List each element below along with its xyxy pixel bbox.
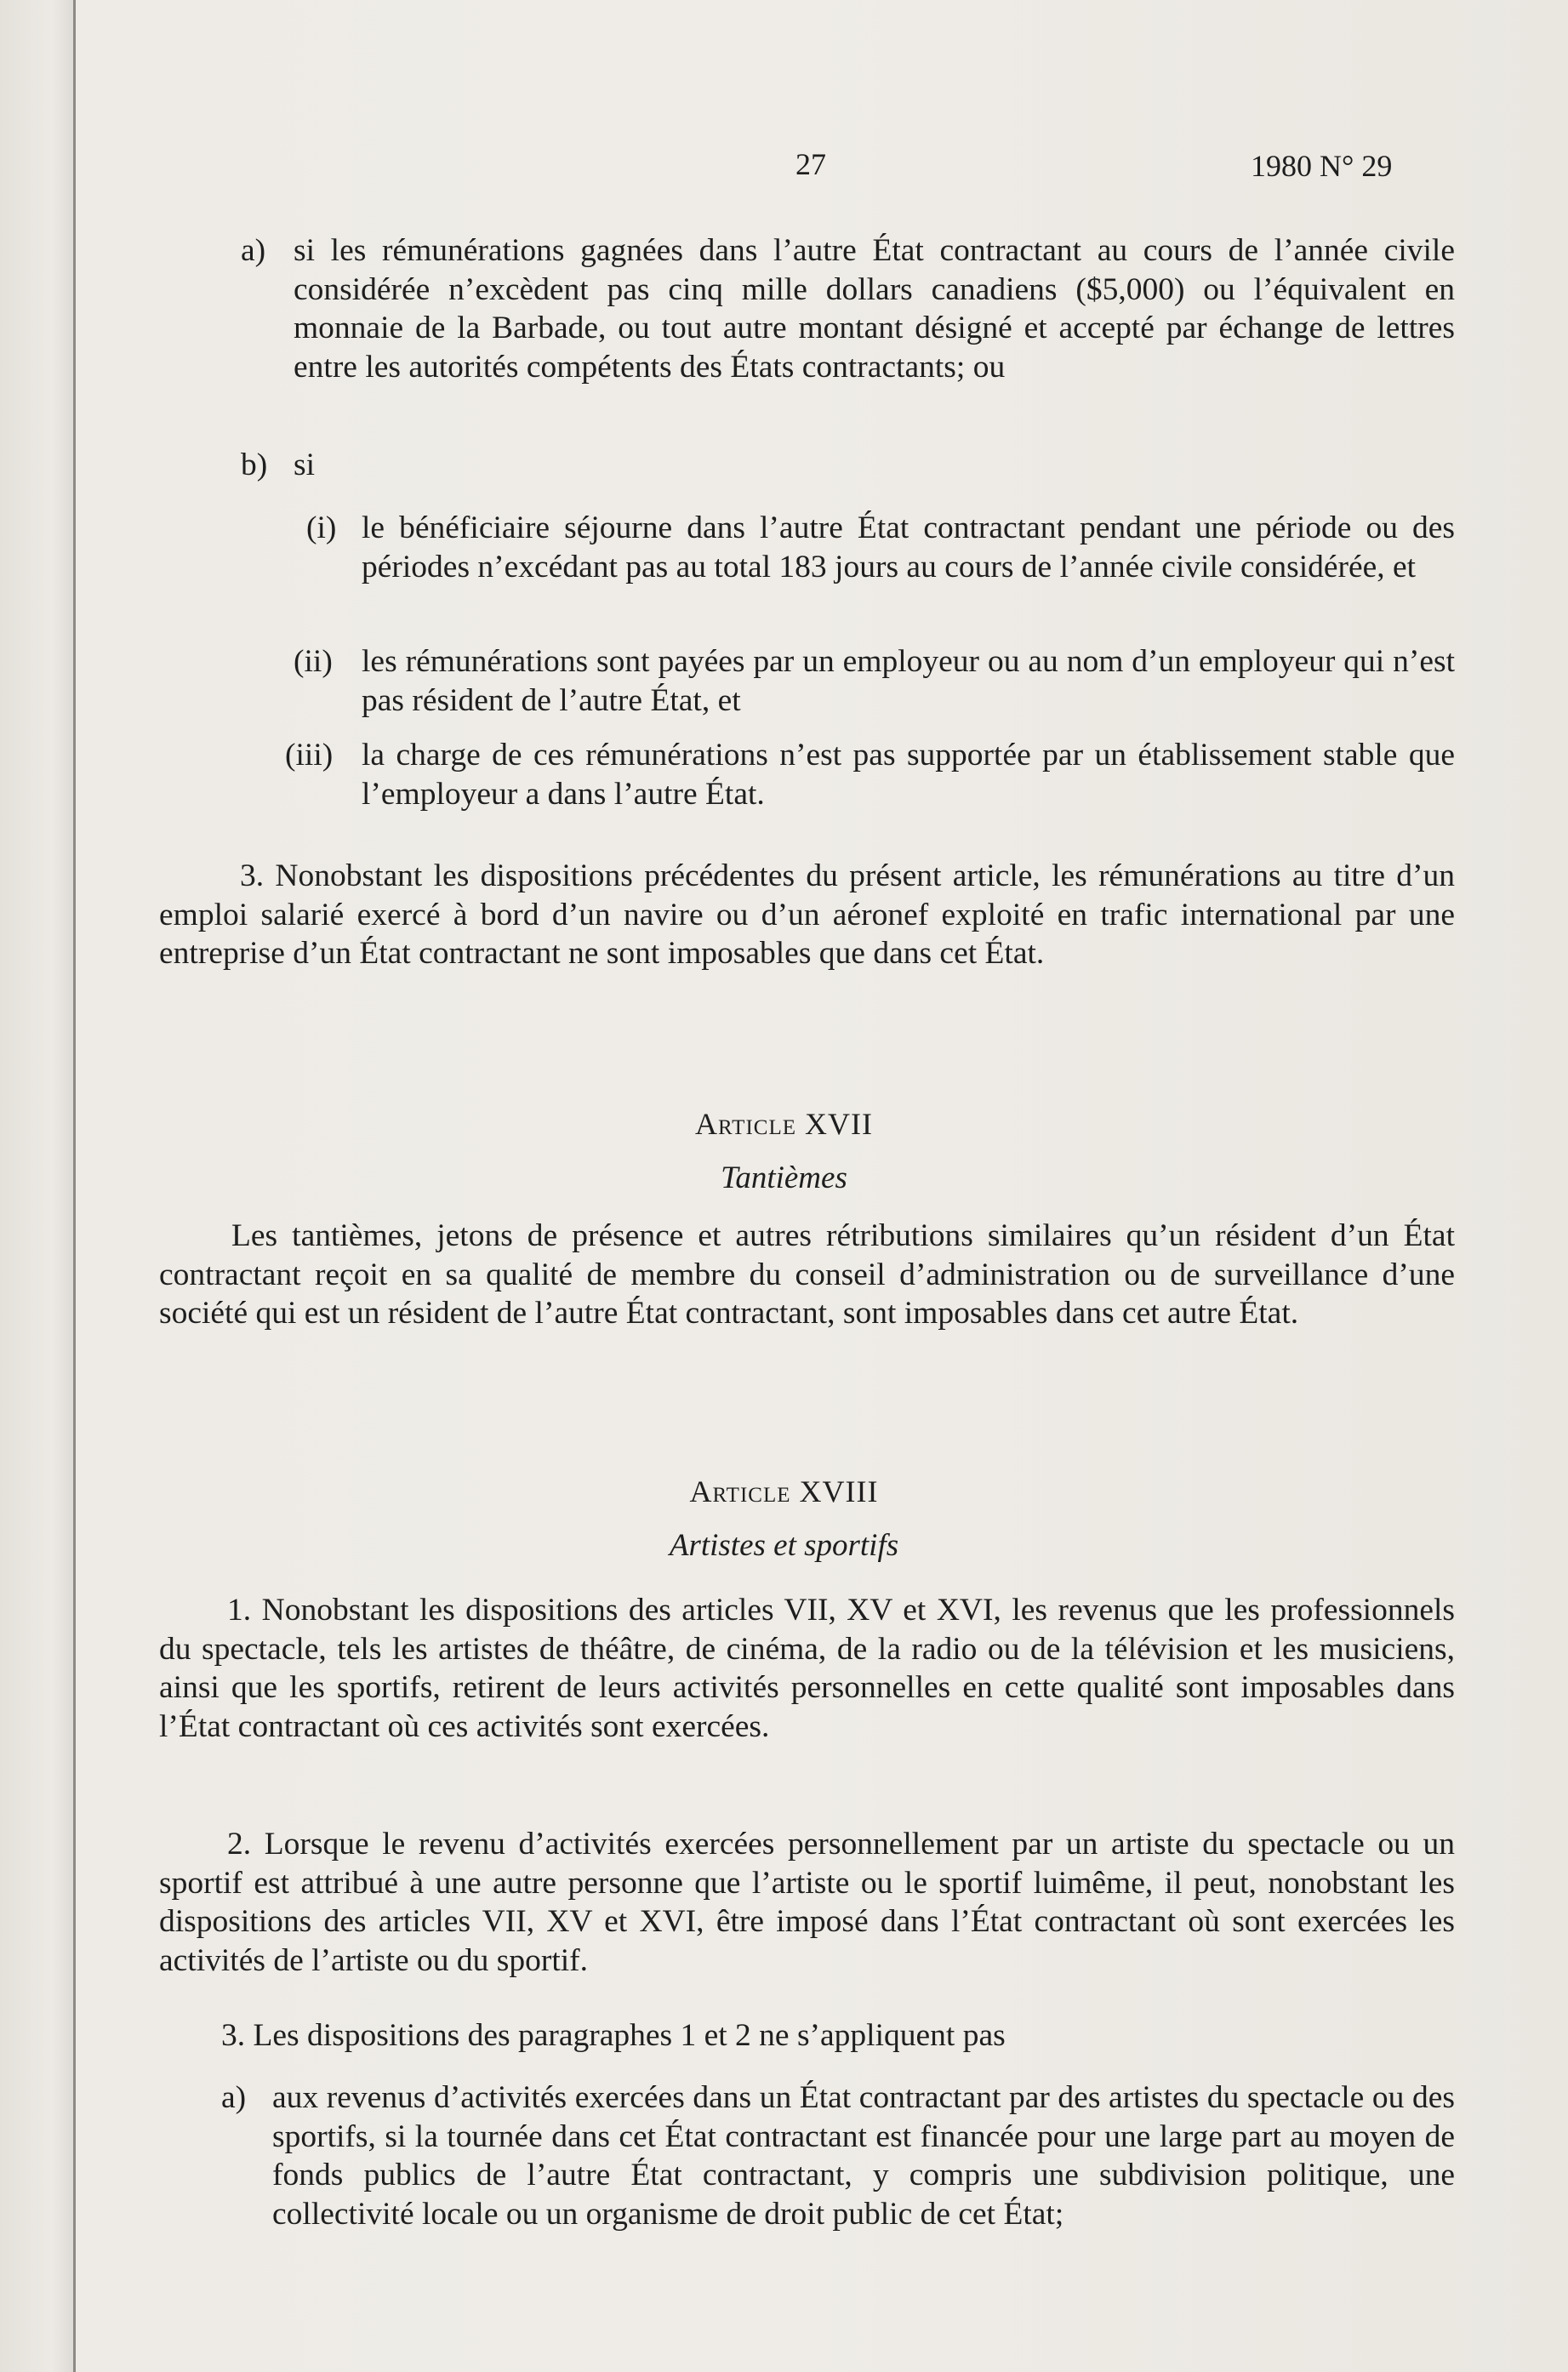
article-17-text: Les tantièmes, jetons de présence et autres rétributions similaires qu’un résident d’un État contractant reçoit en sa qualité de membre du conseil d’administration ou de surveillance d’une société qui est un résident de l’autre État contractant, sont imposables dans cet autre État. bbox=[159, 1218, 1455, 1331]
article-17-heading-word: Article bbox=[695, 1107, 796, 1141]
article-17-heading bbox=[0, 1106, 1568, 1142]
document-reference: 1980 N° 29 bbox=[1251, 149, 1393, 183]
page-header bbox=[0, 146, 1568, 189]
article-18-item-a: aux revenus d’activités exercées dans un État contractant par des artistes du spectacle ou des sportifs, si la tournée dans cet État contractant est financée pour une large part au moyen de fonds publics de l’autre État contractant, y compris une subdivision politique, une collectivité locale ou un organisme de droit public de cet État; bbox=[272, 2080, 1455, 2232]
paragraph-3: 3. Nonobstant les dispositions précédentes du présent article, les rémunérations au titre d’un emploi salarié exercé à bord d’un navire ou d’un aéronef exploité en trafic international par une entreprise d’un État contractant ne sont imposables que dans cet État. bbox=[159, 858, 1455, 972]
sub-item-marker-i: (i) bbox=[306, 510, 337, 545]
sub-item-marker-iii: (iii) bbox=[285, 738, 334, 773]
article-18-item-a-marker: a) bbox=[221, 2080, 247, 2115]
article-18-heading-number: XVIII bbox=[799, 1474, 879, 1508]
paragraph-b: si bbox=[294, 448, 316, 482]
article-18-subtitle: Artistes et sportifs bbox=[669, 1528, 899, 1563]
article-17-subtitle: Tantièmes bbox=[721, 1160, 847, 1195]
article-18-paragraph-2: 2. Lorsque le revenu d’activités exercées personnellement par un artiste du spectacle ou un sportif est attribué à une autre personne que l’artiste ou le sportif luimême, il peut, nonobstant les dispositions des articles VII, XV et XVI, être imposé dans l’État contractant où sont exercées les activités de l’artiste ou du sportif. bbox=[159, 1827, 1455, 1978]
list-marker-a: a) bbox=[241, 233, 266, 268]
article-18-heading bbox=[0, 1474, 1568, 1509]
sub-item-iii: la charge de ces rémunérations n’est pas supportée par un établissement stable que l’employeur a dans l’autre État. bbox=[362, 738, 1455, 812]
article-18-paragraph-1: 1. Nonobstant les dispositions des articles VII, XV et XVI, les revenus que les professionnels du spectacle, tels les artistes de théâtre, de cinéma, de la radio ou de la télévision et les musiciens, ainsi que les sportifs, retirent de leurs activités personnelles en cette qualité sont imposables dans l’État contractant où ces activités sont exercées. bbox=[159, 1593, 1455, 1744]
article-18-paragraph-3: 3. Les dispositions des paragraphes 1 et 2 ne s’appliquent pas bbox=[221, 2018, 1006, 2053]
list-marker-b: b) bbox=[241, 448, 268, 482]
sub-item-ii: les rémunérations sont payées par un employeur ou au nom d’un employeur qui n’est pas résident de l’autre État, et bbox=[362, 644, 1455, 718]
sub-item-i: le bénéficiaire séjourne dans l’autre État contractant pendant une période ou des périodes n’excédant pas au total 183 jours au cours de l’année civile considérée, et bbox=[362, 510, 1455, 584]
article-17-heading-number: XVII bbox=[805, 1107, 873, 1141]
page-number: 27 bbox=[795, 147, 826, 181]
paragraph-a: si les rémunérations gagnées dans l’autre État contractant au cours de l’année civile considérée n’excèdent pas cinq mille dollars canadiens ($5,000) ou l’équivalent en monnaie de la Barbade, ou tout autre montant désigné et accepté par échange de lettres entre les autorités compétents des États contractants; ou bbox=[294, 233, 1455, 385]
article-18-heading-word: Article bbox=[689, 1474, 791, 1508]
sub-item-marker-ii: (ii) bbox=[294, 644, 333, 679]
